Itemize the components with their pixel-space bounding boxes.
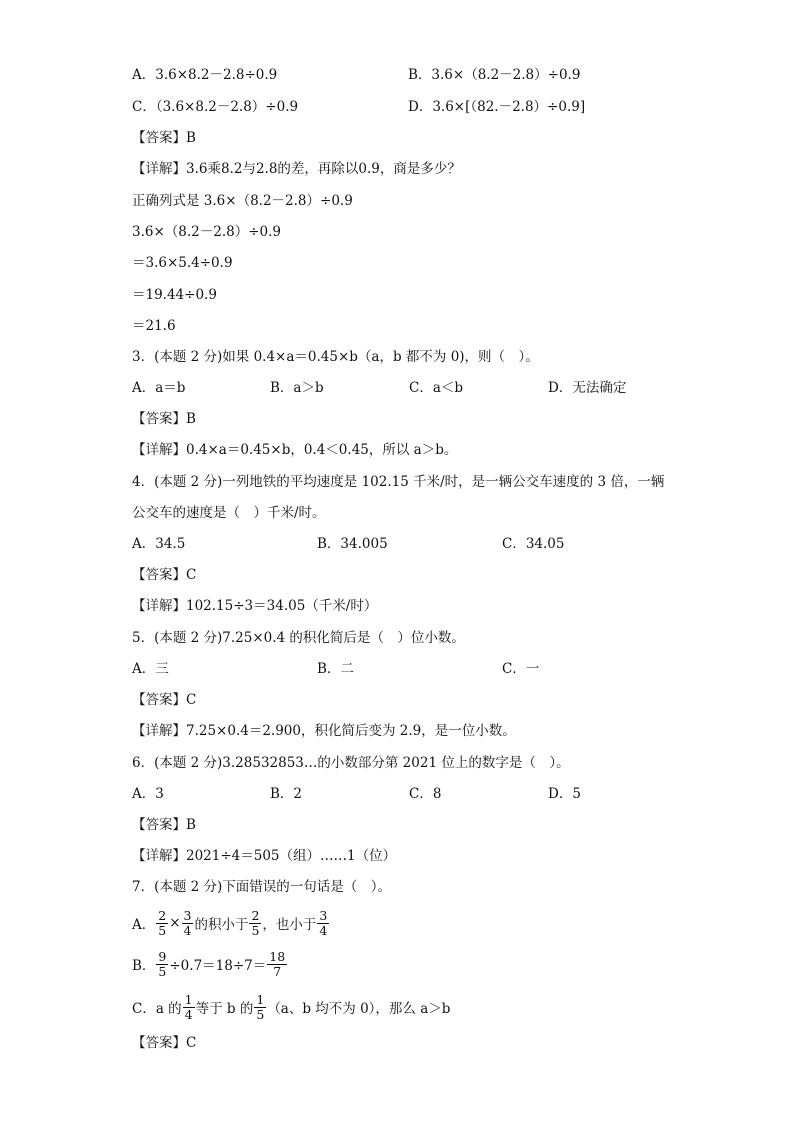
q7-answer: 【答案】C [132, 1035, 197, 1051]
q3-option-d: D．无法确定 [548, 380, 627, 396]
q2-step: ＝21.6 [132, 318, 176, 334]
q4-stem-line1: 4．(本题 2 分)一列地铁的平均速度是 102.15 千米/时，是一辆公交车速度的 3 倍，一辆 [132, 474, 665, 490]
q7-option-a-text: ，也小于 [262, 917, 317, 933]
q3-stem: 3．(本题 2 分)如果 0.4×a＝0.45×b（a，b 都不为 0)，则（ ）。 [132, 349, 539, 365]
q7-option-c-text: （a、b 均不为 0），那么 a＞b [267, 1001, 451, 1017]
fraction-denominator: 5 [158, 963, 167, 979]
q4-stem-line2: 公交车的速度是（ ）千米/时。 [132, 505, 326, 521]
q7-stem: 7．(本题 2 分)下面错误的一句话是（ ）。 [132, 879, 392, 895]
fraction-numerator: 1 [256, 991, 265, 1007]
fraction-denominator: 4 [319, 922, 328, 938]
q2-answer: 【答案】B [132, 130, 196, 146]
q4-answer: 【答案】C [132, 567, 197, 583]
q4-detail: 【详解】102.15÷3＝34.05（千米/时） [132, 598, 378, 614]
q7-option-c-prefix: C．a 的 [132, 1001, 182, 1017]
q7-option-a [132, 903, 330, 943]
q5-detail: 【详解】7.25×0.4＝2.900，积化简后变为 2.9，是一位小数。 [132, 723, 516, 739]
fraction-numerator: 2 [158, 907, 167, 923]
q7-option-c [132, 987, 450, 1027]
fraction-denominator: 4 [183, 922, 192, 938]
fraction [183, 993, 195, 1022]
q7-option-a-prefix: A． [132, 917, 156, 933]
q2-step: 3.6×（8.2－2.8）÷0.9 [132, 224, 282, 240]
fraction-numerator: 3 [183, 907, 192, 923]
fraction [267, 950, 287, 979]
q6-option-b: B．2 [270, 786, 303, 802]
q7-option-b [132, 944, 288, 984]
q6-option-c: C．8 [409, 786, 442, 802]
fraction-denominator: 7 [273, 963, 282, 979]
fraction [317, 909, 329, 938]
fraction-denominator: 5 [251, 922, 260, 938]
q2-option-a: A．3.6×8.2－2.8÷0.9 [132, 67, 278, 83]
q7-option-b-text: ÷0.7＝18÷7＝ [169, 958, 267, 974]
fraction-numerator: 3 [319, 907, 328, 923]
q5-option-a: A．三 [132, 661, 169, 677]
fraction [249, 909, 261, 938]
q5-option-b: B．二 [317, 661, 354, 677]
fraction [254, 993, 266, 1022]
q5-answer: 【答案】C [132, 692, 197, 708]
times-sign: × [169, 915, 181, 931]
fraction [156, 909, 168, 938]
q2-step: ＝3.6×5.4÷0.9 [132, 255, 233, 271]
q6-stem: 6．(本题 2 分)3.28532853…的小数部分第 2021 位上的数字是（ ）。 [132, 755, 570, 771]
fraction [182, 909, 194, 938]
q6-detail: 【详解】2021÷4＝505（组）……1（位） [132, 848, 397, 864]
q6-option-a: A．3 [132, 786, 164, 802]
q3-detail: 【详解】0.4×a＝0.45×b，0.4＜0.45，所以 a＞b。 [132, 442, 458, 458]
fraction-numerator: 2 [251, 907, 260, 923]
q3-option-c: C．a＜b [409, 380, 464, 396]
fraction-denominator: 5 [158, 922, 167, 938]
fraction-denominator: 5 [256, 1006, 265, 1022]
q2-option-b: B．3.6×（8.2－2.8）÷0.9 [408, 67, 581, 83]
q2-option-d: D．3.6×[（82.－2.8）÷0.9] [408, 99, 586, 115]
q3-option-a: A．a＝b [132, 380, 186, 396]
q7-option-c-text: 等于 b 的 [195, 1001, 254, 1017]
q7-option-a-text: 的积小于 [194, 917, 249, 933]
q3-option-b: B．a＞b [270, 380, 324, 396]
q3-answer: 【答案】B [132, 411, 196, 427]
q2-option-c: C．（3.6×8.2－2.8）÷0.9 [132, 99, 299, 115]
q2-detail: 【详解】3.6乘8.2与2.8的差，再除以0.9，商是多少？ [132, 161, 461, 177]
q4-option-b: B．34.005 [317, 536, 388, 552]
fraction-numerator: 9 [158, 948, 167, 964]
q2-step: 正确列式是 3.6×（8.2－2.8）÷0.9 [132, 193, 353, 209]
q6-option-d: D．5 [548, 786, 581, 802]
q6-answer: 【答案】B [132, 817, 196, 833]
q4-option-a: A．34.5 [132, 536, 186, 552]
fraction-denominator: 4 [184, 1006, 193, 1022]
q7-option-b-prefix: B． [132, 958, 156, 974]
fraction-numerator: 1 [184, 991, 193, 1007]
q5-stem: 5．(本题 2 分)7.25×0.4 的积化简后是（ ）位小数。 [132, 630, 465, 646]
q5-option-c: C．一 [502, 661, 540, 677]
fraction [156, 950, 168, 979]
fraction-numerator: 18 [269, 948, 286, 964]
q4-option-c: C．34.05 [502, 536, 565, 552]
q2-step: ＝19.44÷0.9 [132, 287, 217, 303]
